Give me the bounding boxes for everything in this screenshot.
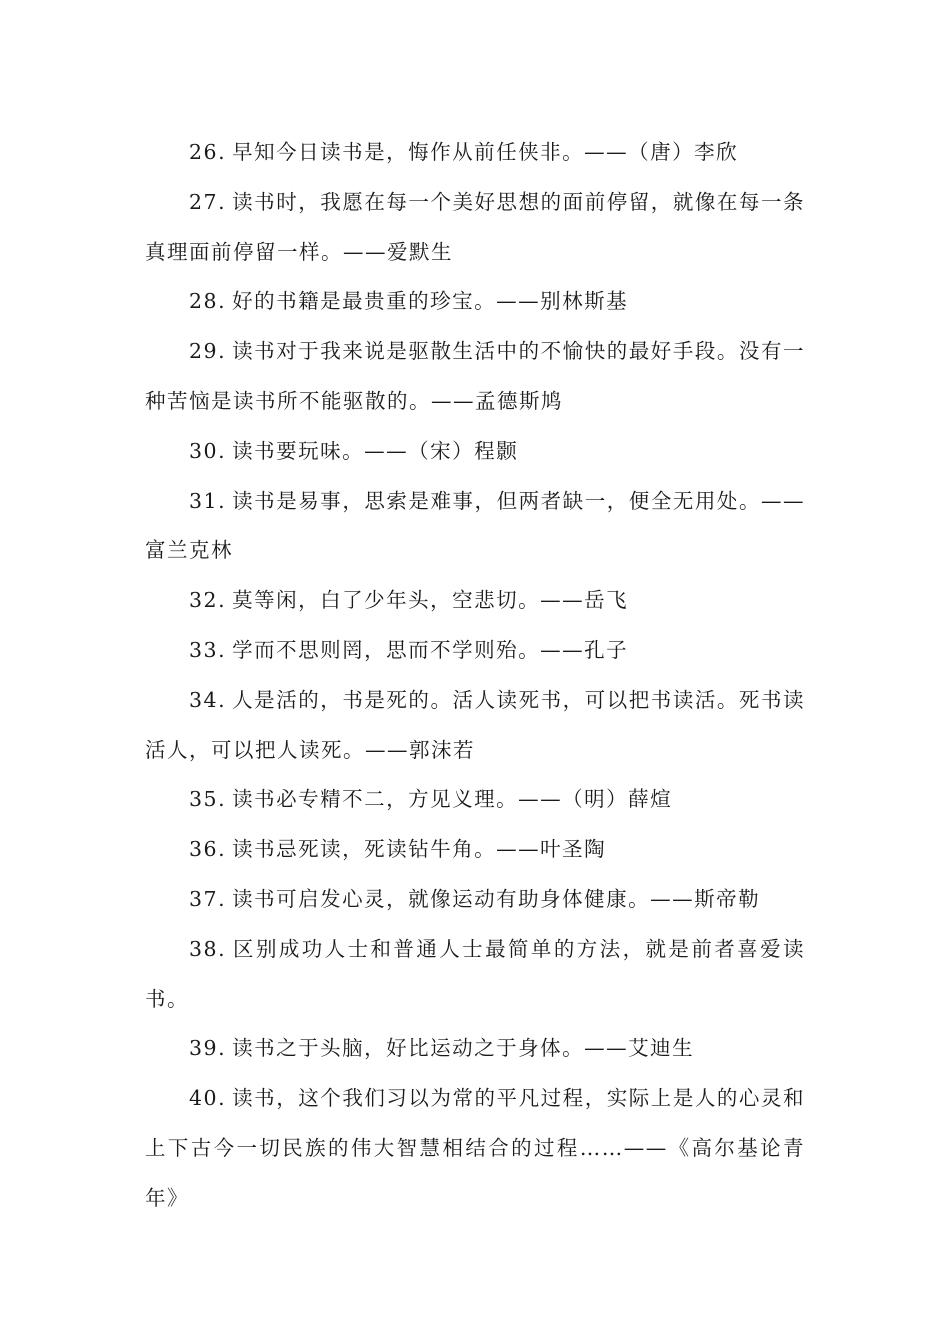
quote-item-35 [145, 775, 805, 825]
quote-item-26 [145, 128, 805, 178]
quote-item-32 [145, 576, 805, 626]
quote-number: 27. [189, 189, 227, 214]
quote-item-30 [145, 427, 805, 477]
quote-number: 36. [189, 837, 227, 862]
quote-text: 读书要玩味。——（宋）程颢 [232, 438, 519, 463]
quote-number: 38. [189, 936, 227, 961]
quote-text: 区别成功人士和普通人士最简单的方法，就是前者喜爱读书。 [145, 936, 805, 1011]
quote-text: 读书忌死读，死读钻牛角。——叶圣陶 [232, 837, 607, 862]
quote-item-34 [145, 676, 805, 776]
quote-text: 莫等闲，白了少年头，空悲切。——岳飞 [232, 588, 629, 613]
quote-number: 28. [189, 289, 227, 314]
quote-number: 29. [189, 339, 227, 364]
quote-text: 读书，这个我们习以为常的平凡过程，实际上是人的心灵和上下古今一切民族的伟大智慧相结合的过程……——《高尔基论青年》 [145, 1086, 805, 1210]
quote-item-37 [145, 875, 805, 925]
quote-number: 33. [189, 637, 227, 662]
quote-item-36 [145, 825, 805, 875]
quote-item-27 [145, 178, 805, 278]
quote-number: 37. [189, 886, 227, 911]
quote-text: 读书之于头脑，好比运动之于身体。——艾迪生 [232, 1036, 695, 1061]
quote-text: 学而不思则罔，思而不学则殆。——孔子 [232, 637, 629, 662]
quote-text: 读书可启发心灵，就像运动有助身体健康。——斯帝勒 [232, 886, 761, 911]
quote-item-29 [145, 327, 805, 427]
quote-text: 读书时，我愿在每一个美好思想的面前停留，就像在每一条真理面前停留一样。——爱默生 [145, 189, 805, 264]
quote-number: 31. [189, 488, 227, 513]
quote-number: 30. [189, 438, 227, 463]
quote-number: 40. [189, 1086, 227, 1111]
quote-number: 26. [189, 140, 227, 164]
quote-number: 32. [189, 588, 227, 613]
quote-item-28 [145, 277, 805, 327]
quote-text: 人是活的，书是死的。活人读死书，可以把书读活。死书读活人，可以把人读死。——郭沫若 [145, 687, 805, 762]
quote-item-39 [145, 1024, 805, 1074]
quote-text: 读书是易事，思索是难事，但两者缺一，便全无用处。——富兰克林 [145, 488, 805, 563]
quote-item-40 [145, 1074, 805, 1223]
quote-item-33 [145, 626, 805, 676]
quote-item-31 [145, 477, 805, 577]
quote-number: 35. [189, 787, 227, 812]
quote-text: 早知今日读书是，悔作从前任侠非。——（唐）李欣 [232, 140, 739, 164]
quote-list [145, 128, 805, 1224]
quote-text: 读书对于我来说是驱散生活中的不愉快的最好手段。没有一种苦恼是读书所不能驱散的。——孟德斯鸠 [145, 339, 805, 413]
quote-item-38 [145, 925, 805, 1025]
quote-number: 34. [189, 687, 227, 712]
quote-number: 39. [189, 1036, 227, 1061]
quote-text: 读书必专精不二，方见义理。——（明）薛煊 [232, 787, 673, 812]
quote-text: 好的书籍是最贵重的珍宝。——别林斯基 [232, 289, 629, 314]
